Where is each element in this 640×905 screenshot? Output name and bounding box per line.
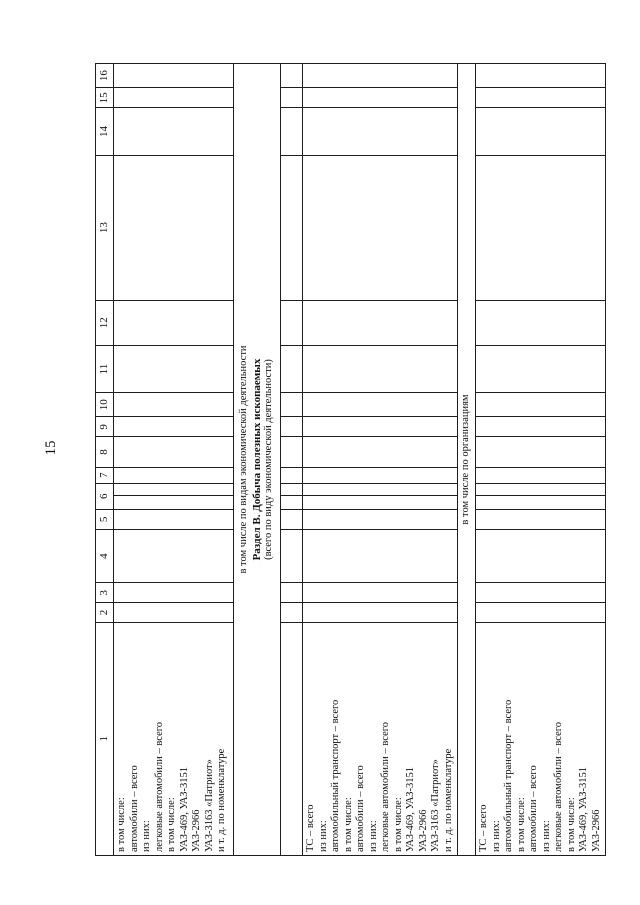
row-label: в том числе: — [342, 797, 354, 852]
table-cell — [114, 467, 234, 483]
table-cell — [303, 529, 458, 582]
table-cell — [114, 155, 234, 300]
row-label: из них: — [367, 820, 379, 852]
table-cell — [303, 300, 458, 345]
col-num-11: 11 — [96, 345, 114, 392]
table-cell — [114, 437, 234, 467]
row-label: УАЗ-2966 — [191, 809, 202, 852]
row-label: и т. д. по номенклатуре — [216, 748, 227, 852]
table-cell — [281, 509, 303, 529]
row-label: автомобильный транспорт – всего — [503, 699, 514, 852]
col-num-15: 15 — [96, 88, 114, 108]
table-cell — [114, 88, 234, 108]
row-label: автомобильный транспорт – всего — [330, 699, 341, 852]
table-cell — [303, 393, 458, 417]
col-num-8: 8 — [96, 437, 114, 467]
row-label: легковые автомобили – всего — [553, 721, 564, 852]
row-label: из них: — [317, 820, 329, 852]
section-title: Раздел В. Добыча полезных ископаемых — [250, 358, 263, 561]
table-cell — [281, 417, 303, 437]
table-cell — [281, 88, 303, 108]
section-subtitle: в том числе по видам экономической деятельности — [238, 345, 250, 574]
table-cell — [114, 300, 234, 345]
table-row — [303, 64, 458, 856]
row-label: легковые автомобили – всего — [380, 721, 391, 852]
table-cell — [281, 300, 303, 345]
col-num-4: 4 — [96, 529, 114, 582]
table-cell — [303, 603, 458, 622]
table-cell — [476, 155, 606, 300]
table-cell — [303, 483, 458, 495]
col-num-12: 12 — [96, 300, 114, 345]
col-num-6: 6 — [96, 483, 114, 509]
table-cell — [303, 583, 458, 603]
table-cell — [476, 583, 606, 603]
row-label-cell — [114, 622, 234, 855]
table-cell — [281, 345, 303, 392]
row-label: в том числе: — [565, 797, 577, 852]
table-cell — [281, 155, 303, 300]
table-cell — [114, 417, 234, 437]
table-cell — [476, 417, 606, 437]
col-num-1: 1 — [96, 622, 114, 855]
col-num-16: 16 — [96, 64, 114, 88]
table-cell — [476, 345, 606, 392]
table-row — [281, 64, 303, 856]
col-num-13: 13 — [96, 155, 114, 300]
table-cell — [114, 603, 234, 622]
table-cell — [476, 393, 606, 417]
row-label: из них: — [540, 820, 552, 852]
row-label: из них: — [490, 820, 502, 852]
table-cell — [114, 529, 234, 582]
col-num-3: 3 — [96, 583, 114, 603]
table-cell — [476, 483, 606, 495]
table-cell — [476, 467, 606, 483]
col-num-9: 9 — [96, 417, 114, 437]
table-cell — [114, 483, 234, 495]
table-cell — [281, 393, 303, 417]
table-cell — [281, 529, 303, 582]
table-cell — [114, 509, 234, 529]
row-label: УАЗ-3163 «Патриот» — [430, 759, 441, 852]
table-cell — [281, 603, 303, 622]
row-label-cell — [476, 622, 606, 855]
row-label: ТС – всего — [305, 804, 316, 852]
row-label: УАЗ-3163 «Патриот» — [203, 759, 215, 852]
row-label-cell — [303, 622, 458, 855]
table-cell — [303, 88, 458, 108]
table-cell — [281, 483, 303, 495]
row-label: ТС – всего — [478, 804, 489, 852]
table-cell — [303, 155, 458, 300]
table-cell — [303, 417, 458, 437]
table-cell — [476, 88, 606, 108]
table-cell — [303, 437, 458, 467]
table-cell — [303, 495, 458, 509]
section-note: (всего по виду экономической деятельности) — [263, 359, 275, 560]
row-label: в том числе: — [166, 797, 177, 852]
table-cell — [281, 495, 303, 509]
table-cell — [303, 108, 458, 155]
organizations-header: в том числе по организациям — [458, 64, 476, 856]
table-cell — [476, 495, 606, 509]
row-label: УАЗ-2966 — [590, 809, 602, 852]
table-cell — [114, 583, 234, 603]
row-label: автомобили – всего — [528, 765, 539, 852]
table-cell — [476, 603, 606, 622]
column-number-row — [96, 64, 114, 856]
table-cell — [476, 529, 606, 582]
table-row — [476, 64, 606, 856]
row-label: автомобили – всего — [128, 765, 140, 852]
row-label: УАЗ-469, УАЗ-3151 — [405, 766, 416, 852]
data-table — [95, 63, 606, 856]
row-label: автомобили – всего — [355, 765, 366, 852]
table-cell — [114, 495, 234, 509]
section-header-row — [234, 64, 281, 856]
table-cell — [114, 393, 234, 417]
table-cell — [281, 583, 303, 603]
table-cell — [114, 345, 234, 392]
organizations-header-row — [458, 64, 476, 856]
table-cell — [476, 108, 606, 155]
row-label: УАЗ-2966 — [417, 809, 429, 852]
table-cell — [476, 300, 606, 345]
table-cell — [281, 64, 303, 88]
table-cell — [303, 509, 458, 529]
row-label: УАЗ-469, УАЗ-3151 — [178, 766, 190, 852]
table-cell — [114, 64, 234, 88]
table-cell — [303, 64, 458, 88]
page-number: 15 — [43, 440, 59, 456]
row-label: в том числе: — [392, 797, 404, 852]
table-cell — [281, 437, 303, 467]
table-row — [114, 64, 234, 856]
table-cell — [303, 467, 458, 483]
row-label: в том числе: — [515, 797, 527, 852]
col-num-10: 10 — [96, 393, 114, 417]
col-num-5: 5 — [96, 509, 114, 529]
col-num-2: 2 — [96, 603, 114, 622]
section-header — [234, 64, 281, 856]
table-cell — [114, 108, 234, 155]
row-label: и т. д. по номенклатуре — [442, 748, 454, 852]
row-label: в том числе: — [116, 797, 127, 852]
table-cell — [476, 509, 606, 529]
table-cell — [303, 345, 458, 392]
row-label: из них: — [141, 820, 152, 852]
table-cell — [281, 467, 303, 483]
row-label: легковые автомобили – всего — [153, 721, 165, 852]
row-label: УАЗ-469, УАЗ-3151 — [578, 766, 589, 852]
rotated-table-frame — [95, 63, 617, 856]
table-cell — [476, 64, 606, 88]
table-cell — [281, 108, 303, 155]
col-num-14: 14 — [96, 108, 114, 155]
col-num-7: 7 — [96, 467, 114, 483]
table-cell — [476, 437, 606, 467]
table-cell — [281, 622, 303, 855]
